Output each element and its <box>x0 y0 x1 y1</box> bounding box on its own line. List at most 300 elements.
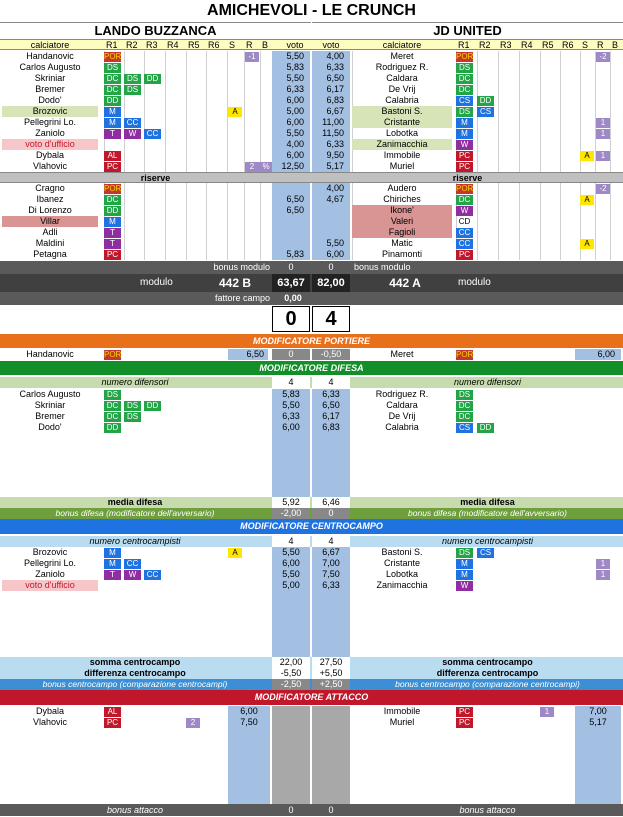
grid-line <box>186 150 187 161</box>
grid-line <box>560 139 561 150</box>
portiere-right-role: POR <box>456 349 473 359</box>
grid-line <box>260 249 261 260</box>
attacco-badge: 1 <box>540 707 554 717</box>
grid-line <box>244 205 245 216</box>
voto-left: 5,83 <box>272 62 310 73</box>
grid-line <box>227 216 228 227</box>
grid-line <box>595 216 596 227</box>
grid-line <box>560 194 561 205</box>
voto-left <box>272 216 310 227</box>
grid-line <box>595 249 596 260</box>
grid-line <box>165 95 166 106</box>
modifier-row <box>0 580 623 591</box>
column-header-row <box>0 39 623 50</box>
grid-line <box>144 84 145 95</box>
grid-line <box>260 150 261 161</box>
grid-line <box>165 128 166 139</box>
grid-line <box>165 150 166 161</box>
grid-line <box>186 106 187 117</box>
grid-line <box>144 161 145 172</box>
player-name-left: Di Lorenzo <box>28 205 72 215</box>
role-badge: CC <box>124 559 141 569</box>
total-right: 82,00 <box>312 274 350 292</box>
player-name-left: Villar <box>2 216 98 227</box>
role-badge: AL <box>104 151 121 161</box>
r-badge: 1 <box>596 559 610 569</box>
grid-line <box>477 183 478 194</box>
grid-line <box>186 51 187 62</box>
grid-line <box>227 183 228 194</box>
grid-line <box>165 161 166 172</box>
col-b-left: B <box>262 40 269 50</box>
grid-line <box>144 139 145 150</box>
grid-line <box>124 150 125 161</box>
role-badge: M <box>456 129 473 139</box>
grid-line <box>124 205 125 216</box>
player-name-right: Bastoni S. <box>381 547 423 557</box>
role-badge: POR <box>104 51 121 61</box>
voto-left: 6,00 <box>228 706 270 717</box>
role-badge: CC <box>144 129 161 139</box>
voto-right: 6,33 <box>312 580 350 591</box>
grid-line <box>244 62 245 73</box>
grid-line <box>244 150 245 161</box>
role-badge: DC <box>456 401 473 411</box>
s-badge: A <box>580 195 594 205</box>
grid-line <box>498 95 499 106</box>
voto-left: 6,00 <box>272 117 310 128</box>
col-r2-right: R2 <box>479 40 491 50</box>
grid-line <box>519 62 520 73</box>
grid-line <box>165 216 166 227</box>
player-name-left: Carlos Augusto <box>19 62 81 72</box>
grid-line <box>206 249 207 260</box>
grid-line <box>144 117 145 128</box>
player-name-left: Adli <box>42 227 58 237</box>
grid-line <box>227 238 228 249</box>
col-voto-right: voto <box>322 40 340 50</box>
media-difesa-row <box>0 497 623 508</box>
player-name-right: Lobotka <box>385 128 419 138</box>
voto-left: 5,83 <box>272 249 310 260</box>
modifier-row <box>0 411 623 422</box>
bonus-modulo-value-left: 0 <box>288 262 294 272</box>
centrocampo-count-right: 4 <box>312 536 350 547</box>
col-r2-left: R2 <box>126 40 138 50</box>
player-name-right: Zanimacchia <box>376 580 428 590</box>
player-name-left: Pellegrini Lo. <box>23 558 77 568</box>
grid-line <box>477 249 478 260</box>
grid-line <box>124 238 125 249</box>
grid-line <box>477 150 478 161</box>
fattore-campo-label: fattore campo <box>214 293 270 303</box>
modulo-value-right: 442 A <box>389 276 421 290</box>
grid-line <box>260 194 261 205</box>
player-name-right: De Vrij <box>388 411 416 421</box>
role-badge: DD <box>477 423 494 433</box>
voto-left: 6,50 <box>272 205 310 216</box>
grid-line <box>165 84 166 95</box>
grid-line <box>260 73 261 84</box>
grid-line <box>498 183 499 194</box>
grid-line <box>519 95 520 106</box>
role-badge: T <box>104 239 121 249</box>
player-name-left: Carlos Augusto <box>19 389 81 399</box>
grid-line <box>580 128 581 139</box>
grid-line <box>610 205 611 216</box>
grid-line <box>498 51 499 62</box>
player-name-left: Dodo' <box>38 95 62 105</box>
r-badge: 1 <box>596 118 610 128</box>
modifier-row <box>0 422 623 433</box>
role-badge: POR <box>456 183 473 193</box>
grid-line <box>519 205 520 216</box>
grid-line <box>206 183 207 194</box>
b-badge: % <box>259 162 273 172</box>
difesa-count-left: 4 <box>272 377 310 388</box>
modulo-value-left: 442 B <box>218 276 252 290</box>
s-badge: A <box>580 151 594 161</box>
grid-line <box>186 249 187 260</box>
role-badge: DC <box>104 74 121 84</box>
col-r1-right: R1 <box>458 40 470 50</box>
role-badge: DS <box>456 63 473 73</box>
grid-line <box>580 139 581 150</box>
player-name-right: Cristante <box>383 558 420 568</box>
voto-right: 4,67 <box>312 194 350 205</box>
grid-line <box>540 183 541 194</box>
grid-line <box>498 84 499 95</box>
grid-line <box>227 84 228 95</box>
player-name-left: voto d'ufficio <box>2 580 98 591</box>
portiere-left-role: POR <box>104 349 121 359</box>
grid-line <box>144 238 145 249</box>
grid-line <box>540 227 541 238</box>
voto-left: 6,00 <box>272 558 310 569</box>
grid-line <box>260 51 261 62</box>
grid-line <box>104 139 105 150</box>
role-badge: DS <box>456 107 473 117</box>
grid-line <box>165 73 166 84</box>
grid-line <box>560 128 561 139</box>
bonus-difesa-row <box>0 508 623 519</box>
grid-line <box>519 117 520 128</box>
role-badge: CD <box>458 216 471 226</box>
grid-line <box>227 161 228 172</box>
grid-line <box>165 249 166 260</box>
player-name-right: Immobile <box>383 706 421 716</box>
grid-line <box>186 216 187 227</box>
player-name-right: Immobile <box>383 150 421 160</box>
voto-right: 9,50 <box>312 150 350 161</box>
centrocampo-column-fill <box>312 591 350 657</box>
role-badge: M <box>456 559 473 569</box>
grid-line <box>124 51 125 62</box>
grid-line <box>580 117 581 128</box>
grid-line <box>610 161 611 172</box>
grid-line <box>540 73 541 84</box>
player-name-right: Cristante <box>352 117 452 128</box>
centrocampo-count-label-left: numero centrocampisti <box>89 536 181 546</box>
lineup-row <box>0 73 623 84</box>
voto-right: 6,00 <box>312 249 350 260</box>
attacco-blue-right <box>575 728 621 804</box>
media-difesa-label-left: media difesa <box>107 497 163 507</box>
grid-line <box>144 51 145 62</box>
media-difesa-right: 6,46 <box>312 497 350 508</box>
grid-line <box>124 183 125 194</box>
grid-line <box>560 73 561 84</box>
s-badge: A <box>228 107 242 117</box>
grid-line <box>540 139 541 150</box>
grid-line <box>477 227 478 238</box>
grid-line <box>186 205 187 216</box>
grid-line <box>595 106 596 117</box>
voto-right: 5,17 <box>312 161 350 172</box>
role-badge: PC <box>104 162 121 172</box>
grid-line <box>244 73 245 84</box>
attacco-badge: 2 <box>186 718 200 728</box>
grid-line <box>610 73 611 84</box>
grid-line <box>477 84 478 95</box>
centrocampo-count-row <box>0 536 623 547</box>
grid-line <box>186 238 187 249</box>
difesa-count-row <box>0 377 623 388</box>
grid-line <box>206 161 207 172</box>
role-badge: DC <box>104 85 121 95</box>
grid-line <box>595 238 596 249</box>
grid-line <box>498 249 499 260</box>
col-calciatore-left: calciatore <box>30 40 70 50</box>
role-badge: W <box>124 570 141 580</box>
player-name-right: Ikone' <box>352 205 452 216</box>
player-name-right: Chiriches <box>383 194 421 204</box>
grid-line <box>206 106 207 117</box>
voto-right: 11,50 <box>312 128 350 139</box>
diff-left: -5,50 <box>272 668 310 679</box>
bonus-attacco-left: 0 <box>288 805 294 815</box>
bonus-difesa-left: -2,00 <box>272 508 310 519</box>
grid-line <box>244 106 245 117</box>
grid-line <box>206 150 207 161</box>
modifier-row <box>0 400 623 411</box>
role-badge: CC <box>124 118 141 128</box>
grid-line <box>165 62 166 73</box>
grid-line <box>206 205 207 216</box>
lineup-row <box>0 216 623 227</box>
role-badge: CS <box>456 96 473 106</box>
grid-line <box>477 216 478 227</box>
grid-line <box>540 150 541 161</box>
grid-line <box>595 73 596 84</box>
grid-line <box>144 216 145 227</box>
media-difesa-label-right: media difesa <box>460 497 515 507</box>
grid-line <box>186 128 187 139</box>
portiere-row <box>0 349 623 360</box>
grid-line <box>498 161 499 172</box>
grid-line <box>260 216 261 227</box>
lineup-row <box>0 249 623 260</box>
grid-line <box>227 249 228 260</box>
somma-left: 22,00 <box>272 657 310 668</box>
lineup-row <box>0 183 623 194</box>
modifier-row <box>0 558 623 569</box>
role-badge: CC <box>456 239 473 249</box>
grid-line <box>580 84 581 95</box>
col-voto-left: voto <box>286 40 304 50</box>
grid-line <box>540 95 541 106</box>
grid-line <box>227 128 228 139</box>
voto-left: 6,33 <box>272 411 310 422</box>
grid-line <box>227 205 228 216</box>
grid-line <box>206 227 207 238</box>
grid-line <box>610 216 611 227</box>
attacco-mod-left <box>272 717 310 728</box>
grid-line <box>227 51 228 62</box>
grid-line <box>260 95 261 106</box>
grid-line <box>260 183 261 194</box>
lineup-row <box>0 106 623 117</box>
grid-line <box>540 128 541 139</box>
bonus-attacco-right: 0 <box>328 805 334 815</box>
role-badge: PC <box>104 250 121 260</box>
grid-line <box>227 227 228 238</box>
player-name-left: Skriniar <box>34 73 66 83</box>
voto-left: 5,83 <box>272 389 310 400</box>
col-r1-left: R1 <box>106 40 118 50</box>
voto-right: 6,33 <box>312 62 350 73</box>
role-badge: CS <box>477 107 494 117</box>
grid-line <box>498 128 499 139</box>
role-badge: DS <box>456 548 473 558</box>
media-difesa-left: 5,92 <box>272 497 310 508</box>
voto-left: 5,00 <box>272 106 310 117</box>
grid-line <box>540 117 541 128</box>
grid-line <box>519 227 520 238</box>
grid-line <box>244 128 245 139</box>
portiere-right-voto: 6,00 <box>575 349 621 360</box>
somma-centrocampo-row <box>0 657 623 668</box>
grid-line <box>477 139 478 150</box>
player-name-right: Bastoni S. <box>352 106 452 117</box>
grid-line <box>144 62 145 73</box>
grid-line <box>227 95 228 106</box>
voto-right: 4,00 <box>312 183 350 194</box>
lineup-row <box>0 150 623 161</box>
player-name-left: Handanovic <box>26 51 74 61</box>
role-badge: DD <box>144 74 161 84</box>
grid-line <box>595 194 596 205</box>
grid-line <box>519 194 520 205</box>
grid-line <box>498 238 499 249</box>
modulo-label-right: modulo <box>458 277 491 288</box>
role-badge: AL <box>104 707 121 717</box>
role-badge: PC <box>456 250 473 260</box>
grid-line <box>560 238 561 249</box>
grid-line <box>186 117 187 128</box>
voto-right: 6,67 <box>312 106 350 117</box>
grid-line <box>610 117 611 128</box>
grid-line <box>144 249 145 260</box>
diff-right: +5,50 <box>312 668 350 679</box>
voto-left: 6,00 <box>272 150 310 161</box>
grid-line <box>186 139 187 150</box>
attacco-blue-left <box>228 728 270 804</box>
grid-line <box>477 238 478 249</box>
grid-line <box>244 194 245 205</box>
lineup-row <box>0 205 623 216</box>
grid-line <box>165 51 166 62</box>
role-badge: M <box>456 118 473 128</box>
grid-line <box>498 216 499 227</box>
bonus-centro-label-right: bonus centrocampo (comparazione centrocampi) <box>395 679 580 689</box>
lineup-row <box>0 95 623 106</box>
grid-line <box>540 194 541 205</box>
grid-line <box>560 227 561 238</box>
difesa-count-right: 4 <box>312 377 350 388</box>
grid-line <box>595 227 596 238</box>
role-badge: DS <box>104 390 121 400</box>
grid-line <box>144 205 145 216</box>
role-badge: M <box>104 217 121 227</box>
grid-line <box>610 139 611 150</box>
grid-line <box>560 205 561 216</box>
grid-line <box>595 62 596 73</box>
role-badge: DD <box>477 96 494 106</box>
somma-label-right: somma centrocampo <box>442 657 533 667</box>
grid-line <box>498 150 499 161</box>
difesa-count-label-right: numero difensori <box>453 377 522 387</box>
r-badge: -1 <box>245 52 259 62</box>
grid-line <box>186 73 187 84</box>
r-badge: 1 <box>596 151 610 161</box>
grid-line <box>186 183 187 194</box>
bonus-modulo-value-right: 0 <box>328 262 334 272</box>
grid-line <box>610 249 611 260</box>
grid-line <box>165 238 166 249</box>
role-badge: DS <box>104 63 121 73</box>
col-b-right: B <box>612 40 619 50</box>
grid-line <box>206 194 207 205</box>
grid-line <box>498 117 499 128</box>
grid-line <box>124 62 125 73</box>
voto-left: 5,50 <box>272 51 310 62</box>
grid-line <box>206 62 207 73</box>
grid-line <box>260 128 261 139</box>
bonus-centro-label-left: bonus centrocampo (comparazione centrocampi) <box>42 679 228 689</box>
reserves-label-left: riserve <box>140 173 171 183</box>
grid-line <box>186 95 187 106</box>
grid-line <box>165 106 166 117</box>
portiere-section-header: MODIFICATORE PORTIERE <box>0 334 623 348</box>
grid-line <box>260 62 261 73</box>
grid-line <box>498 62 499 73</box>
grid-line <box>560 216 561 227</box>
bonus-attacco-label-right: bonus attacco <box>459 805 516 815</box>
attacco-row <box>0 717 623 728</box>
player-name-right: Calabria <box>385 95 419 105</box>
grid-line <box>206 84 207 95</box>
grid-line <box>124 227 125 238</box>
grid-line <box>519 249 520 260</box>
grid-line <box>560 249 561 260</box>
attacco-section-header: MODIFICATORE ATTACCO <box>0 690 623 705</box>
grid-line <box>124 194 125 205</box>
grid-line <box>206 95 207 106</box>
grid-line <box>610 95 611 106</box>
role-badge: PC <box>456 162 473 172</box>
voto-right: 5,50 <box>312 238 350 249</box>
